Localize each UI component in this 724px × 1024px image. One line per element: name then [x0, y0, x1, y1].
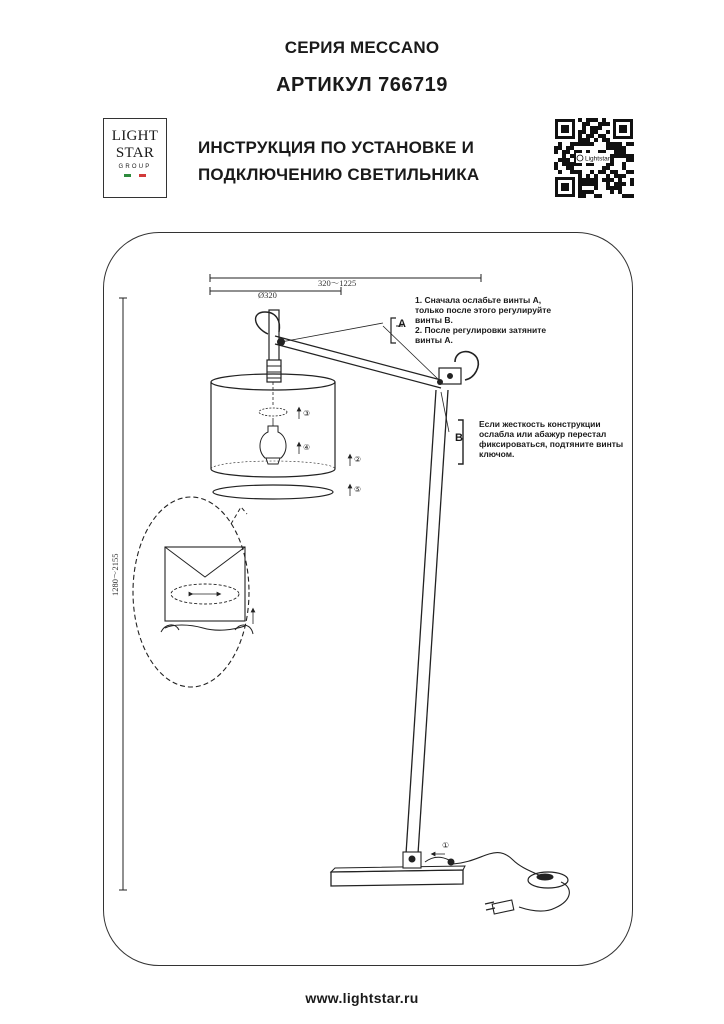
qr-module	[602, 122, 606, 126]
qr-module	[598, 126, 602, 130]
power-plug	[492, 900, 514, 914]
qr-module	[562, 162, 566, 166]
qr-module	[598, 134, 602, 138]
qr-module	[590, 134, 594, 138]
qr-module	[594, 182, 598, 186]
qr-module	[622, 162, 626, 166]
bracket-a	[391, 318, 396, 343]
flag-stripe-red	[139, 174, 146, 177]
website-link[interactable]: www.lightstar.ru	[305, 990, 419, 1006]
qr-module	[558, 146, 562, 150]
shade-hook	[256, 312, 280, 334]
series-title: СЕРИЯ MECCANO	[284, 38, 440, 57]
article-number: АРТИКУЛ 766719	[276, 74, 448, 96]
qr-module	[586, 118, 590, 122]
note-screws-a	[415, 295, 575, 345]
qr-module	[578, 194, 582, 198]
qr-module	[586, 138, 590, 142]
qr-module	[590, 182, 594, 186]
qr-module	[562, 150, 566, 154]
step-1-marker: ①	[442, 841, 450, 850]
qr-module	[574, 142, 578, 146]
qr-module	[578, 170, 582, 174]
qr-module	[590, 118, 594, 122]
qr-module	[570, 166, 574, 170]
lamp-base	[331, 870, 463, 886]
qr-module	[630, 158, 634, 162]
qr-module	[566, 162, 570, 166]
qr-module	[610, 162, 614, 166]
qr-module	[558, 158, 562, 162]
qr-module	[630, 170, 634, 174]
qr-module	[614, 182, 618, 186]
qr-module	[610, 170, 614, 174]
detail-callout	[133, 497, 249, 687]
qr-module	[606, 122, 610, 126]
qr-module	[594, 130, 598, 134]
qr-module	[582, 182, 586, 186]
qr-module	[630, 142, 634, 146]
qr-module	[598, 170, 602, 174]
qr-module	[582, 178, 586, 182]
qr-module	[578, 174, 582, 178]
joint-b-screw	[438, 380, 443, 385]
qr-module	[562, 158, 566, 162]
qr-module	[630, 154, 634, 158]
qr-module	[606, 166, 610, 170]
qr-module	[610, 142, 614, 146]
qr-module	[626, 194, 630, 198]
qr-module	[602, 134, 606, 138]
qr-module	[602, 138, 606, 142]
qr-module	[578, 134, 582, 138]
note-a-line-2: только после этого регулируйте	[415, 305, 552, 315]
qr-module	[578, 142, 582, 146]
qr-module	[566, 150, 570, 154]
qr-module	[618, 142, 622, 146]
base-knob	[425, 857, 449, 862]
qr-module	[618, 150, 622, 154]
qr-module	[590, 190, 594, 194]
flag-stripe-white	[131, 174, 138, 177]
qr-module	[590, 178, 594, 182]
qr-module	[622, 182, 626, 186]
note-screws-b	[479, 419, 629, 459]
qr-module	[618, 182, 622, 186]
qr-module	[610, 186, 614, 190]
qr-module	[602, 118, 606, 122]
qr-module	[626, 170, 630, 174]
qr-module	[614, 146, 618, 150]
qr-module	[606, 142, 610, 146]
qr-module	[614, 170, 618, 174]
qr-module	[554, 162, 558, 166]
qr-module	[594, 118, 598, 122]
qr-module	[606, 130, 610, 134]
title-line-1: ИНСТРУКЦИЯ ПО УСТАНОВКЕ И	[198, 138, 474, 157]
qr-module	[578, 118, 582, 122]
qr-module	[594, 186, 598, 190]
qr-module	[566, 146, 570, 150]
diameter-dimension-label: Ø320	[258, 290, 277, 300]
qr-module	[582, 142, 586, 146]
hinge-screw	[448, 374, 453, 379]
qr-module	[554, 146, 558, 150]
label-b: B	[455, 432, 463, 444]
qr-module	[606, 174, 610, 178]
qr-module	[582, 122, 586, 126]
qr-module	[622, 166, 626, 170]
qr-module	[586, 142, 590, 146]
qr-module	[606, 182, 610, 186]
qr-module	[630, 182, 634, 186]
qr-module	[614, 142, 618, 146]
qr-module	[586, 182, 590, 186]
qr-module	[602, 166, 606, 170]
qr-module	[606, 178, 610, 182]
qr-module	[590, 130, 594, 134]
qr-module	[622, 194, 626, 198]
note-a-line-5: винты А.	[415, 335, 453, 345]
qr-module	[570, 142, 574, 146]
qr-module	[598, 122, 602, 126]
qr-module	[618, 154, 622, 158]
qr-module	[582, 130, 586, 134]
note-a-line-1: 1. Сначала ослабьте винты А,	[415, 295, 542, 305]
qr-module	[618, 174, 622, 178]
qr-module	[622, 174, 626, 178]
upright-left-edge	[406, 390, 436, 854]
qr-module	[586, 174, 590, 178]
flag-stripe-green	[124, 174, 131, 177]
qr-module	[630, 178, 634, 182]
qr-module	[566, 158, 570, 162]
qr-module	[606, 146, 610, 150]
qr-module	[614, 174, 618, 178]
note-b-line-4: ключом.	[479, 449, 515, 459]
qr-module	[558, 142, 562, 146]
diffuser-disc	[213, 485, 333, 499]
qr-module	[622, 154, 626, 158]
qr-module	[582, 190, 586, 194]
qr-module	[594, 126, 598, 130]
qr-module	[626, 154, 630, 158]
step-2-marker: ②	[354, 455, 362, 464]
qr-module	[586, 122, 590, 126]
qr-module	[578, 138, 582, 142]
socket-ring	[259, 408, 287, 416]
qr-module	[578, 186, 582, 190]
lamp-socket	[267, 360, 281, 382]
qr-module	[586, 134, 590, 138]
qr-module	[578, 178, 582, 182]
arm-lower-edge	[275, 344, 441, 388]
qr-module	[578, 182, 582, 186]
qr-module	[610, 146, 614, 150]
step-4-marker: ④	[303, 443, 311, 452]
qr-module	[602, 178, 606, 182]
qr-module	[586, 178, 590, 182]
qr-module	[606, 186, 610, 190]
qr-module	[582, 126, 586, 130]
upright-right-edge	[418, 390, 448, 854]
height-dimension-label: 1280～2155	[110, 553, 120, 596]
note-b-line-1: Если жесткость конструкции	[479, 419, 601, 429]
note-a-line-4: 2. После регулировки затяните	[415, 325, 547, 335]
qr-module	[554, 166, 558, 170]
qr-module	[562, 154, 566, 158]
logo-line-1: LIGHT	[111, 128, 159, 144]
qr-module	[574, 170, 578, 174]
qr-module	[594, 174, 598, 178]
qr-code-icon[interactable]	[554, 118, 634, 198]
qr-module	[610, 190, 614, 194]
power-cable	[453, 853, 543, 877]
qr-module	[578, 130, 582, 134]
qr-module	[578, 190, 582, 194]
qr-module	[602, 170, 606, 174]
step-3-marker: ③	[303, 409, 311, 418]
qr-module	[618, 178, 622, 182]
qr-module	[590, 170, 594, 174]
qr-module	[594, 138, 598, 142]
qr-module	[570, 154, 574, 158]
qr-module	[610, 154, 614, 158]
step-5-marker: ⑤	[354, 485, 362, 494]
width-dimension-label: 320～1225	[318, 278, 357, 288]
shade-bottom-rim	[211, 469, 335, 477]
lightstar-logo	[103, 118, 167, 198]
qr-module	[610, 158, 614, 162]
qr-module	[630, 194, 634, 198]
logo-flag	[124, 174, 146, 177]
qr-module	[570, 170, 574, 174]
qr-module	[582, 194, 586, 198]
qr-module	[618, 146, 622, 150]
light-bulb	[260, 426, 286, 458]
qr-module	[622, 150, 626, 154]
instruction-title	[198, 134, 538, 188]
qr-module	[614, 150, 618, 154]
qr-module	[618, 190, 622, 194]
qr-module	[586, 190, 590, 194]
qr-module	[594, 194, 598, 198]
qr-module	[582, 138, 586, 142]
qr-module	[554, 150, 558, 154]
qr-module	[614, 186, 618, 190]
logo-line-2: STAR	[115, 145, 155, 161]
note-b-line-3: фиксироваться, подтяните винты	[479, 439, 624, 449]
label-a: A	[398, 318, 406, 330]
title-line-2: ПОДКЛЮЧЕНИЮ СВЕТИЛЬНИКА	[198, 165, 480, 184]
qr-module	[558, 170, 562, 174]
qr-module	[626, 158, 630, 162]
qr-module	[618, 186, 622, 190]
qr-module	[598, 194, 602, 198]
logo-line-3: GROUP	[118, 164, 152, 170]
qr-module	[570, 146, 574, 150]
qr-module	[622, 146, 626, 150]
note-b-line-2: ослабла или абажур перестал	[479, 429, 607, 439]
qr-module	[594, 178, 598, 182]
qr-module	[570, 162, 574, 166]
qr-brand-text: Lightstar	[585, 155, 610, 163]
qr-module	[590, 126, 594, 130]
qr-module	[606, 138, 610, 142]
qr-module	[614, 154, 618, 158]
qr-module	[626, 142, 630, 146]
qr-module	[590, 142, 594, 146]
note-a-line-3: винты В.	[415, 315, 453, 325]
qr-module	[610, 178, 614, 182]
qr-module	[566, 166, 570, 170]
